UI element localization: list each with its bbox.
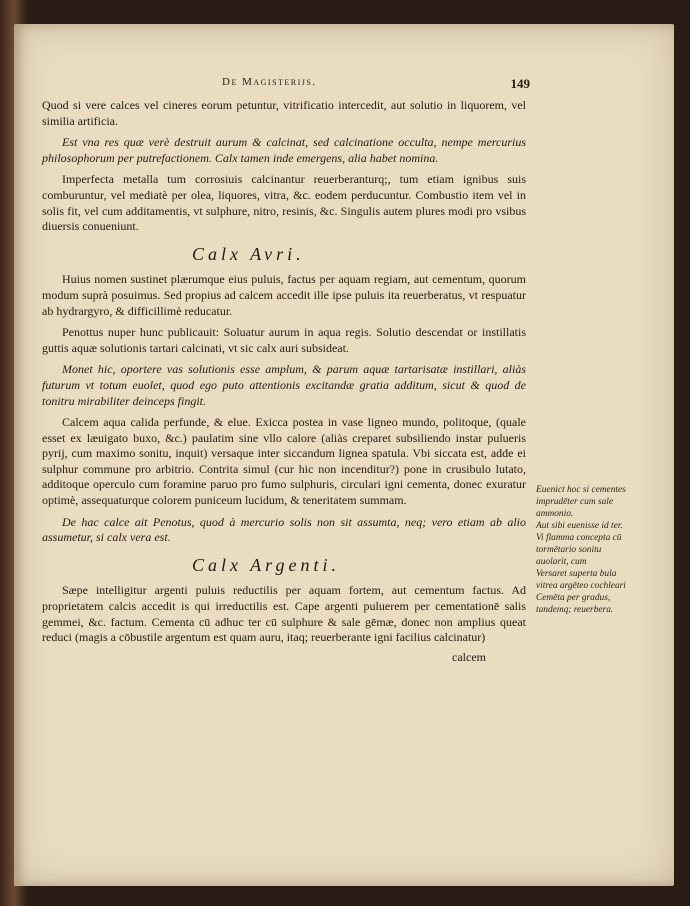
paragraph: Est vna res quæ verè destruit aurum & calcinat, sed calcinatione occulta, nempe mercurius philosophorum per putrefactionem. Calx tamen inde emergens, alia habet nomina. [42,135,526,165]
page-header [42,76,530,94]
margin-note: Euenict hoc si cementes imprudēter cum sale ammonio. [536,485,626,519]
paragraph: De hac calce ait Penotus, quod à mercurio solis non sit assumta, neq; vero etiam ab alio assumetur, si calx vera est. [42,514,526,545]
book-page [14,24,674,886]
margin-note: Vi flamma concepta cū tormētario sonitu auolarit, cum [536,533,622,567]
paragraph: Quod si vere calces vel cineres eorum petuntur, vitrificatio intercedit, aut solutio in liquorem, vel similia artificia. [42,98,526,128]
paragraph: Calcem aqua calida perfunde, & elue. Exicca postea in vase ligneo mundo, politoque, (quale esset ex læuigato buxo, &c.) paulatim sine vllo calore (aliàs creparet subsiliendo instar pulueris pyrij, cum maximo sonitu, inquit) versaque inter siccandum lignea spatula. Vbi siccata est, adde ei sulphur commune pro arbitrio. Contrita simul (cur hic non incenditur?) pone in crusibulo lutato, additoque operculo cum foramine paruo pro fumo sulphuris, circulari igni cementa, donec exuratur optimè, assequaturque colorem puniceum lucidum, & teneritatem summam. [42,415,526,508]
margin-note: Cemēta per gradus, tandemq; reuerbera. [536,593,614,615]
paragraph: Penottus nuper hunc publicauit: Soluatur aurum in aqua regis. Solutio descendat or instillatis guttis aquæ solutionis tartari calcinati, vt sic calx auri subsideat. [42,325,526,355]
text-body [42,98,526,665]
page-number: 149 [510,76,530,91]
section-heading: Calx Avri. [192,243,305,264]
catchword: calcem [452,649,486,664]
paragraph: Monet hic, oportere vas solutionis esse amplum, & parum aquæ tartarisatæ instillari, aliàs futurum vt totum euolet, quod ego puto attentionis excitandæ gratia additum, sicut & quod de tonitru mirabiliter deinceps fingit. [42,362,526,408]
section-heading: Calx Argenti. [192,554,340,575]
paragraph: Sæpe intelligitur argenti puluis reductilis per aquam fortem, aut cementum factus. Ad proprietatem calcis accedit is qui irreductilis est. Cape argenti puluerem per cementationē salis gemmei, &c. factum. Cementa cū adhuc ter cū sulphure & sale gēmæ, donec non amplius queat reduci (magis a cōbustile argentum est quam auru, itaq; reuerberante igni facilius calcinatur) [42,583,526,645]
paragraph: Imperfecta metalla tum corrosiuis calcinantur reuerberanturq;, tum etiam ignibus suis comburuntur, vel mediatè per olea, liquores, vitra, &c. eodem perducuntur. Combustio item vel in solis fit, vel cum additamentis, vt sulphure, nitro, resinis, &c. Singulis autem plures modi pro vsibus diuersis conueniunt. [42,172,526,234]
paragraph: Huius nomen sustinet plærumque eius puluis, factus per aquam regiam, aut cementum, quorum modum suprà posuimus. Sed propius ad calcem accedit ille ipse puluis ita reuerberatus, vt respuatur ab hydrargyro, & difficillimè reducatur. [42,272,526,318]
marginal-notes [536,484,631,616]
running-head: De Magisterijs. [222,76,317,88]
margin-note: Versaret superta bula vitrea argēteo cochleari [536,569,626,591]
margin-note: Aut sibi euenisse id ter. [536,521,623,531]
